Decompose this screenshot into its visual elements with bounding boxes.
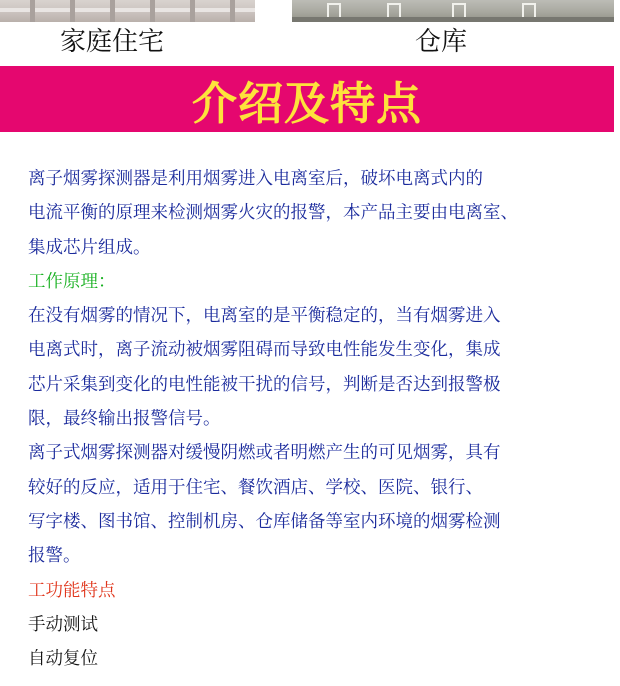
- intro-line: 集成芯片组成。: [28, 237, 151, 258]
- feature-item: 自动复位: [28, 649, 98, 670]
- principle-line: 报警。: [28, 546, 81, 567]
- principle-heading: 工作原理：: [28, 271, 116, 292]
- warehouse-caption: 仓库: [415, 27, 468, 57]
- home-photo: [0, 0, 255, 22]
- intro-line: 离子烟雾探测器是利用烟雾进入电离室后，破坏电离式内的: [28, 169, 483, 189]
- intro-line: 电流平衡的原理来检测烟雾火灾的报警，本产品主要由电离室、: [28, 203, 518, 224]
- principle-line: 较好的反应，适用于住宅、餐饮酒店、学校、医院、银行、: [28, 477, 483, 498]
- principle-line: 离子式烟雾探测器对缓慢阴燃或者明燃产生的可见烟雾，具有: [28, 443, 501, 464]
- principle-line: 芯片采集到变化的电性能被干扰的信号，判断是否达到报警极: [28, 374, 501, 395]
- principle-line: 限，最终输出报警信号。: [28, 409, 221, 430]
- description-body: [28, 162, 614, 676]
- warehouse-photo: [292, 0, 614, 22]
- principle-line: 电离式时，离子流动被烟雾阻碍而导致电性能发生变化，集成: [28, 340, 501, 361]
- photo-strip: [0, 0, 620, 22]
- principle-line: 写字楼、图书馆、控制机房、仓库储备等室内环境的烟雾检测: [28, 511, 501, 532]
- section-banner: [0, 66, 614, 132]
- banner-title: 介绍及特点: [191, 76, 422, 130]
- features-heading: 工功能特点: [28, 580, 116, 601]
- feature-item: 手动测试: [28, 614, 98, 635]
- home-caption: 家庭住宅: [60, 27, 165, 57]
- principle-line: 在没有烟雾的情况下，电离室的是平衡稳定的，当有烟雾进入: [28, 306, 501, 327]
